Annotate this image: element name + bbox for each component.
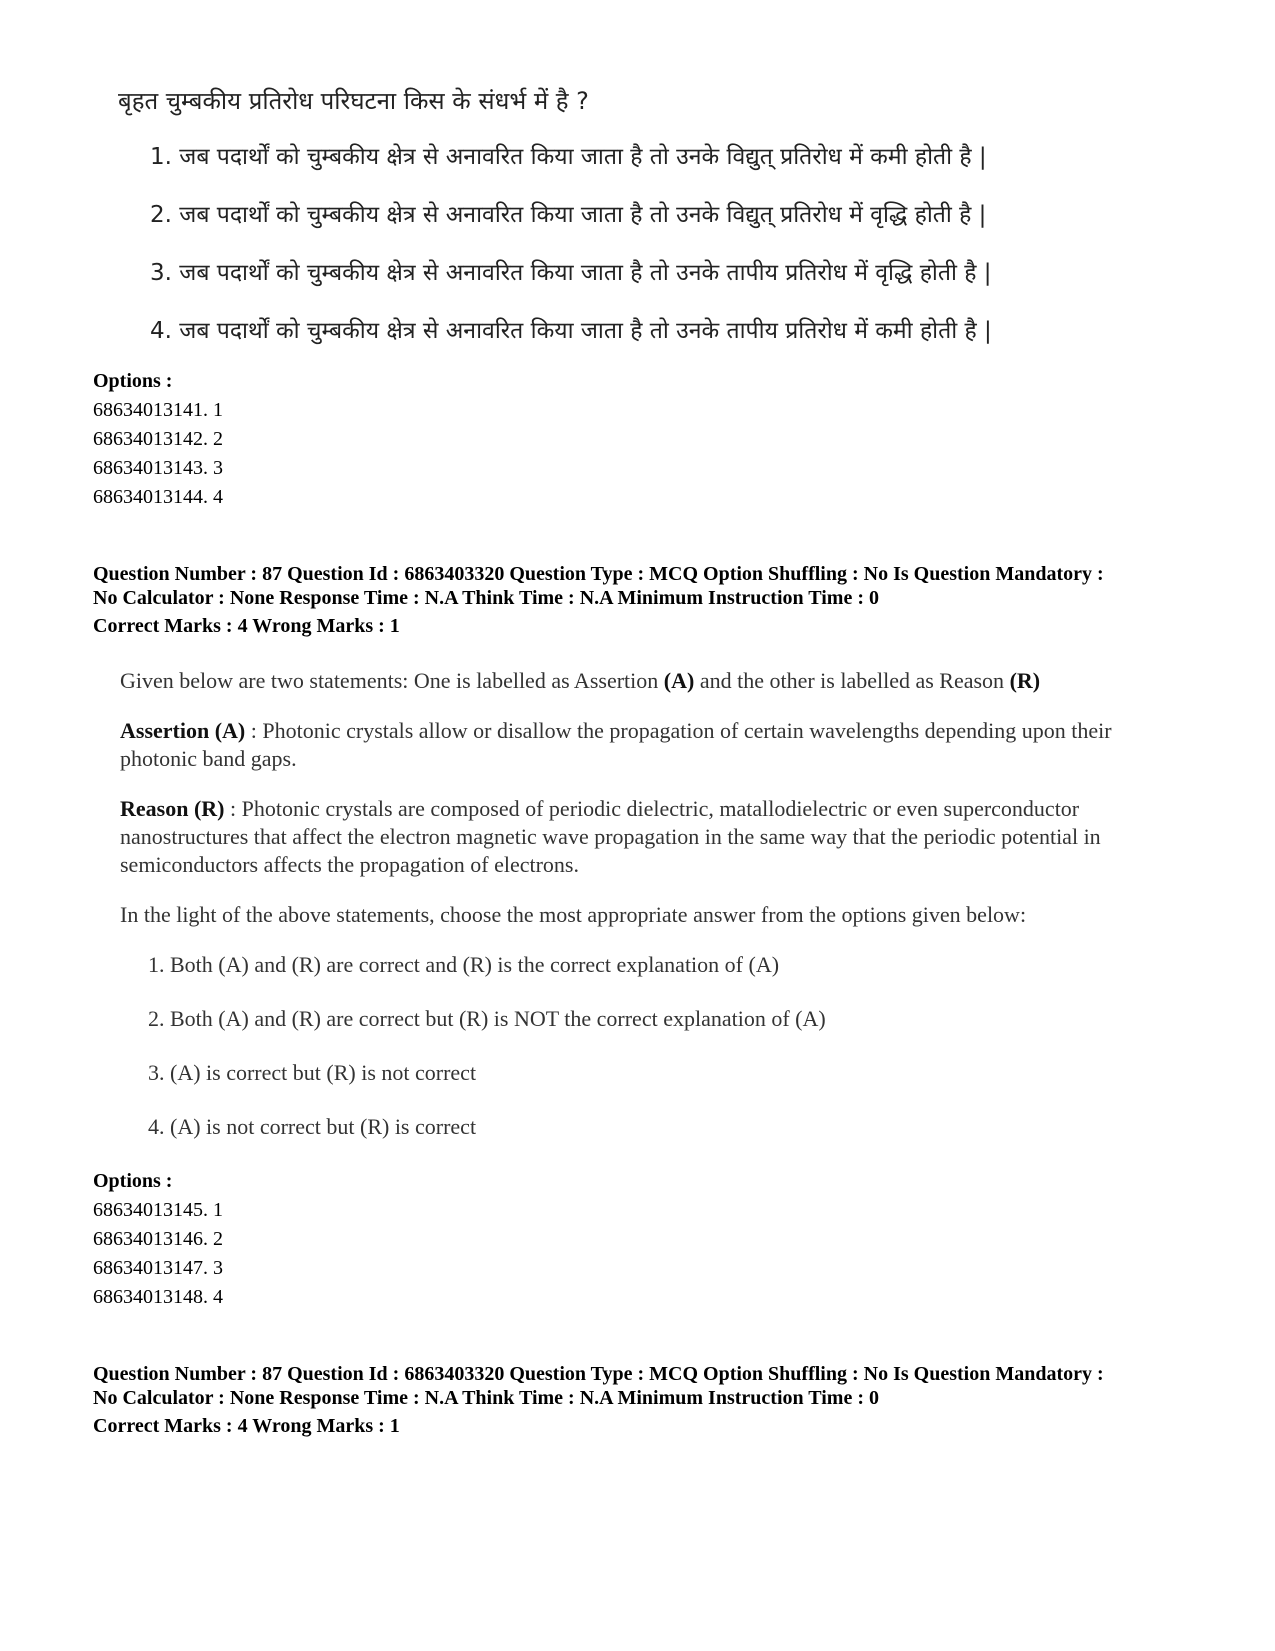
- question-marks: Correct Marks : 4 Wrong Marks : 1: [93, 615, 400, 637]
- question-instruction: In the light of the above statements, choose the most appropriate answer from the options given below:: [120, 902, 1027, 927]
- question-meta-line: No Calculator : None Response Time : N.A Think Time : N.A Minimum Instruction Time : 0: [93, 1387, 879, 1409]
- intro-reason-tag: (R): [1009, 668, 1041, 693]
- question-meta-line: No Calculator : None Response Time : N.A Think Time : N.A Minimum Instruction Time : 0: [93, 587, 879, 609]
- options-heading: Options :: [93, 1170, 173, 1192]
- option-id-line: 68634013148. 4: [93, 1286, 223, 1308]
- hindi-question-block: [118, 84, 1118, 372]
- answer-choice-1: 1. Both (A) and (R) are correct and (R) is the correct explanation of (A): [148, 952, 780, 977]
- question-marks: Correct Marks : 4 Wrong Marks : 1: [93, 1415, 400, 1437]
- options-block-1: [93, 367, 1223, 512]
- reason-text: : Photonic crystals are composed of periodic dielectric, matallodielectric or even superconductor nanostructures that affect the electron magnetic wave propagation in the same way that the periodic potential in semiconductors affects the propagation of electrons.: [120, 796, 1101, 877]
- question-meta-block: [93, 562, 1223, 638]
- assertion-statement: [120, 717, 1170, 773]
- question-intro: [120, 667, 1170, 695]
- intro-text: and the other is labelled as Reason: [694, 668, 1010, 693]
- reason-label: Reason (R): [120, 796, 225, 821]
- assertion-text: : Photonic crystals allow or disallow the propagation of certain wavelengths depending upon their photonic band gaps.: [120, 718, 1112, 771]
- answer-choice-2: 2. Both (A) and (R) are correct but (R) is NOT the correct explanation of (A): [148, 1006, 826, 1031]
- reason-statement: [120, 795, 1170, 879]
- answer-choice-2: 2. जब पदार्थों को चुम्बकीय क्षेत्र से अनावरित किया जाता है तो उनके विद्युत् प्रतिरोध में वृद्धि होती है |: [150, 202, 987, 228]
- option-id-line: 68634013142. 2: [93, 428, 223, 450]
- option-id-line: 68634013147. 3: [93, 1257, 223, 1279]
- intro-assertion-tag: (A): [663, 668, 695, 693]
- assertion-label: Assertion (A): [120, 718, 246, 743]
- option-id-line: 68634013146. 2: [93, 1228, 223, 1250]
- option-id-line: 68634013141. 1: [93, 399, 223, 421]
- answer-choice-4: 4. जब पदार्थों को चुम्बकीय क्षेत्र से अनावरित किया जाता है तो उनके तापीय प्रतिरोध में कमी होती है |: [150, 318, 992, 344]
- answer-choice-3: 3. (A) is correct but (R) is not correct: [148, 1060, 477, 1085]
- intro-text: Given below are two statements: One is labelled as Assertion: [120, 668, 664, 693]
- question-meta-line: Question Number : 87 Question Id : 6863403320 Question Type : MCQ Option Shuffling : No Is Question Mandatory :: [93, 563, 1104, 585]
- question-meta-block: [93, 1362, 1223, 1438]
- answer-choice-4: 4. (A) is not correct but (R) is correct: [148, 1114, 477, 1139]
- question-stem: बृहत चुम्बकीय प्रतिरोध परिघटना किस के संधर्भ में है ?: [118, 87, 589, 115]
- question-meta-line: Question Number : 87 Question Id : 6863403320 Question Type : MCQ Option Shuffling : No Is Question Mandatory :: [93, 1363, 1104, 1385]
- answer-choice-3: 3. जब पदार्थों को चुम्बकीय क्षेत्र से अनावरित किया जाता है तो उनके तापीय प्रतिरोध में वृद्धि होती है |: [150, 260, 992, 286]
- answer-choice-1: 1. जब पदार्थों को चुम्बकीय क्षेत्र से अनावरित किया जाता है तो उनके विद्युत् प्रतिरोध में कमी होती है |: [150, 144, 987, 170]
- option-id-line: 68634013145. 1: [93, 1199, 223, 1221]
- option-id-line: 68634013143. 3: [93, 457, 223, 479]
- options-heading: Options :: [93, 370, 173, 392]
- option-id-line: 68634013144. 4: [93, 486, 223, 508]
- options-block-2: [93, 1167, 1223, 1312]
- english-question-block: [120, 667, 1170, 1167]
